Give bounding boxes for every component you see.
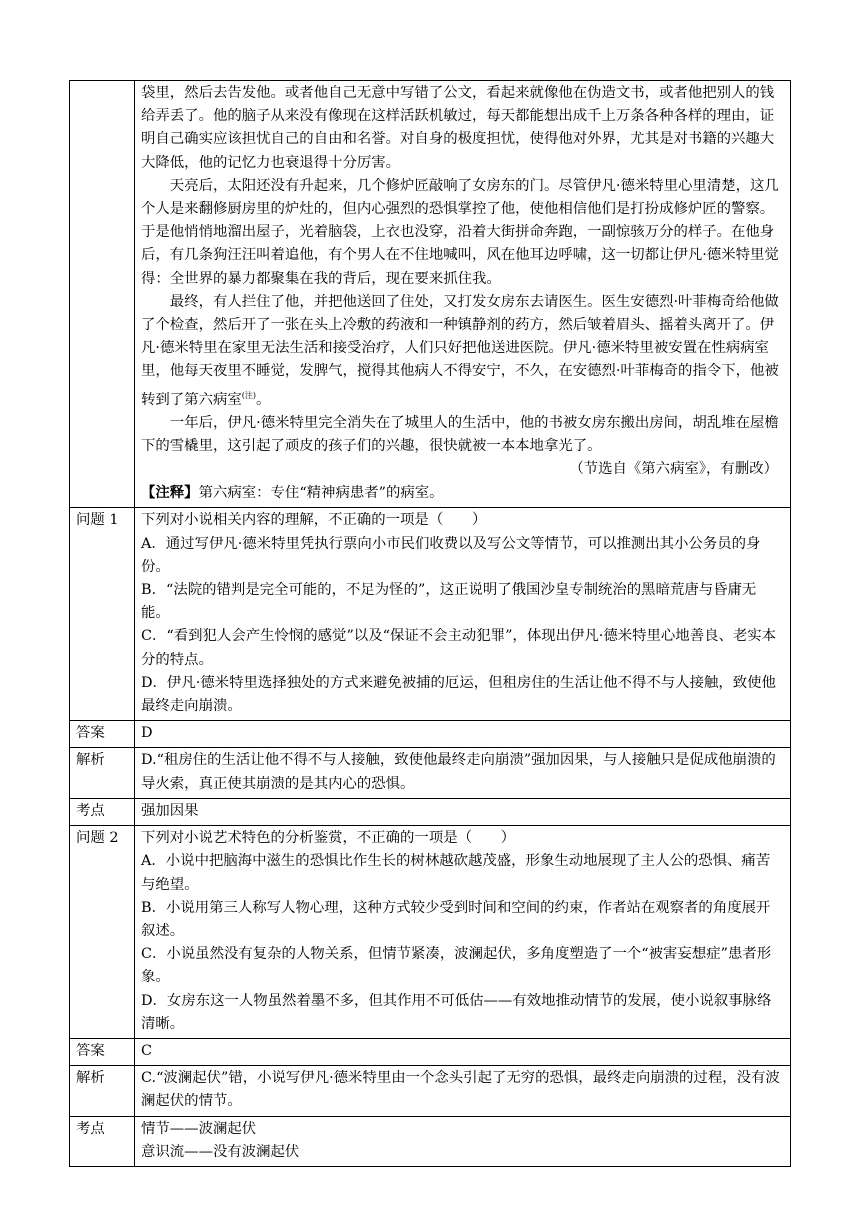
analysis-1-label: 解析 xyxy=(70,748,135,798)
passage-paragraph-4: 一年后，伊凡·德米特里完全消失在了城里人的生活中，他的书被女房东搬出房间，胡乱堆在屋檐下的雪橇里，这引起了顽皮的孩子们的兴趣，很快就被一本本地拿光了。 xyxy=(141,414,779,454)
point-1-label: 考点 xyxy=(70,798,135,825)
answer-2-row xyxy=(70,1038,791,1065)
passage-paragraph-1: 袋里，然后去告发他。或者他自己无意中写错了公文，看起来就像他在伪造文书，或者他把别人的钱给弄丢了。他的脑子从来没有像现在这样活跃机敏过，每天都能想出成千上万条各种各样的理由，证明自己确实应该担忧自己的自由和名誉。对自身的极度担忧，使得他对外界，尤其是对书籍的兴趣大大降低，他的记忆力也衰退得十分厉害。 xyxy=(141,85,775,171)
analysis-1-row xyxy=(70,748,791,798)
analysis-2-label: 解析 xyxy=(70,1066,135,1116)
source-citation: （节选自《第六病室》，有删改） xyxy=(569,461,778,478)
analysis-1-text: D.“租房住的生活让他不得不与人接触，致使他最终走向崩溃”强加因果，与人接触只是促成他崩溃的导火索，真正使其崩溃的是其内心的恐惧。 xyxy=(135,748,791,798)
question-2-option-a: A．小说中把脑海中滋生的恐惧比作生长的树林越砍越茂盛，形象生动地展现了主人公的恐惧、痛苦与绝望。 xyxy=(141,853,771,893)
passage-cell xyxy=(135,81,791,508)
note-text: 第六病室：专住“精神病患者”的病室。 xyxy=(198,485,444,502)
note-label: 【注释】 xyxy=(141,484,199,502)
point-1-row xyxy=(70,798,791,825)
answer-2-value: C xyxy=(135,1038,791,1065)
point-2-line-2: 意识流——没有波澜起伏 xyxy=(141,1143,300,1160)
question-2-stem: 下列对小说艺术特色的分析鉴赏，不正确的一项是（ ） xyxy=(141,830,516,847)
point-2-line-1: 情节——波澜起伏 xyxy=(141,1120,257,1137)
answer-1-value: D xyxy=(135,721,791,748)
question-2-option-d: D．女房东这一人物虽然着墨不多，但其作用不可低估——有效地推动情节的发展，使小说叙事脉络清晰。 xyxy=(141,992,772,1032)
answer-1-label: 答案 xyxy=(70,721,135,748)
passage-paragraph-3 xyxy=(141,291,784,412)
question-2-option-b: B．小说用第三人称写人物心理，这种方式较少受到时间和空间的约束，作者站在观察者的角度展开叙述。 xyxy=(141,899,771,939)
question-2-row xyxy=(70,826,791,1039)
passage-paragraph-3-end: 。 xyxy=(256,391,271,408)
passage-paragraph-2: 天亮后，太阳还没有升起来，几个修炉匠敲响了女房东的门。尽管伊凡·德米特里心里清楚，这几个人是来翻修厨房里的炉灶的，但内心强烈的恐惧掌控了他，使他相信他们是打扮成修炉匠的警察。于是他悄悄地溜出屋子，光着脑袋，上衣也没穿，沿着大街拼命奔跑，一副惊骇万分的样子。在他身后，有几条狗汪汪叫着追他，有个男人在不住地喊叫，风在他耳边呼啸，这一切都让伊凡·德米特里觉得：全世界的暴力都聚集在我的背后，现在要来抓住我。 xyxy=(141,177,779,287)
question-1-label: 问题 1 xyxy=(70,508,135,721)
question-1-option-a: A．通过写伊凡·德米特里凭执行票向小市民们收费以及写公文等情节，可以推测出其小公务员的身份。 xyxy=(141,535,761,575)
point-2-row xyxy=(70,1116,791,1166)
question-2-option-c: C．小说虽然没有复杂的人物关系，但情节紧凑，波澜起伏，多角度塑造了一个“被害妄想症”患者形象。 xyxy=(141,946,772,986)
point-1-text: 强加因果 xyxy=(135,798,791,825)
question-1-row xyxy=(70,508,791,721)
answer-1-row xyxy=(70,721,791,748)
question-1-cell xyxy=(135,508,791,721)
note-marker: (注) xyxy=(241,390,256,400)
question-table xyxy=(69,80,791,1167)
analysis-2-text: C.“波澜起伏”错，小说写伊凡·德米特里由一个念头引起了无穷的恐惧，最终走向崩溃的过程，没有波澜起伏的情节。 xyxy=(135,1066,791,1116)
question-1-option-d: D．伊凡·德米特里选择独处的方式来避免被捕的厄运，但租房住的生活让他不得不与人接触，致使他最终走向崩溃。 xyxy=(141,674,776,715)
analysis-2-row xyxy=(70,1066,791,1116)
answer-2-label: 答案 xyxy=(70,1038,135,1065)
note xyxy=(141,481,784,505)
point-2-cell xyxy=(135,1116,791,1166)
question-2-label: 问题 2 xyxy=(70,826,135,1039)
passage-paragraph-3-text: 最终，有人拦住了他，并把他送回了住处，又打发女房东去请医生。医生安德烈·叶菲梅奇给他做了个检查，然后开了一张在头上冷敷的药液和一种镇静剂的药方，然后皱着眉头、摇着头离开了。伊凡·德米特里在家里无法生活和接受治疗，人们只好把他送进医院。伊凡·德米特里被安置在性病病室里，他每天夜里不睡觉，发脾气，搅得其他病人不得安宁，不久，在安德烈·叶菲梅奇的指令下，他被转到了第六病室 xyxy=(141,293,779,408)
question-2-cell xyxy=(135,826,791,1039)
question-1-option-c: C．“看到犯人会产生怜悯的感觉”以及“保证不会主动犯罪”，体现出伊凡·德米特里心地善良、老实本分的特点。 xyxy=(141,628,777,668)
passage-label-cell xyxy=(70,81,135,508)
passage-row xyxy=(70,81,791,508)
question-1-option-b: B．“法院的错判是完全可能的，不足为怪的”，这正说明了俄国沙皇专制统治的黑暗荒唐与昏庸无能。 xyxy=(141,582,757,622)
point-2-label: 考点 xyxy=(70,1116,135,1166)
question-1-stem: 下列对小说相关内容的理解，不正确的一项是（ ） xyxy=(141,512,487,529)
